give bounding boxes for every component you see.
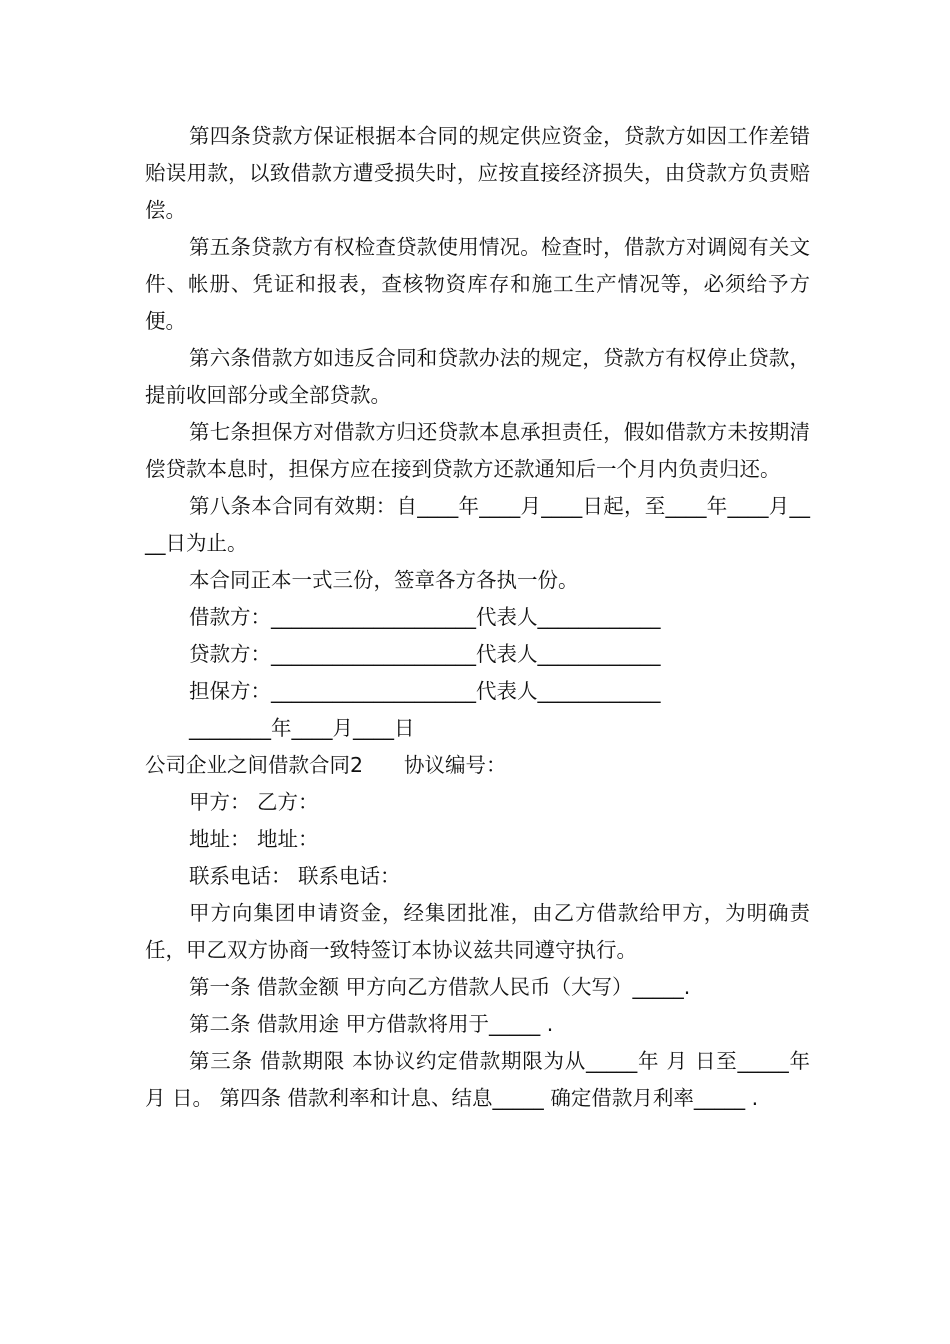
copies-statement: 本合同正本一式三份，签章各方各执一份。 (189, 568, 579, 592)
article-2-purpose: 第二条 借款用途 甲方借款将用于_____ . (189, 1012, 554, 1036)
guarantor-signature-line: 担保方：____________________代表人____________ (189, 679, 661, 703)
borrower-signature-line: 借款方：____________________代表人____________ (189, 605, 661, 629)
preamble-paragraph: 甲方向集团申请资金，经集团批准，由乙方借款给甲方，为明确责任，甲乙双方协商一致特签订本协议兹共同遵守执行。 (145, 901, 810, 962)
phone-line: 联系电话： 联系电话： (189, 864, 401, 888)
clause-8-validity-paragraph: 第八条本合同有效期：自____年____月____日起，至____年____月____日为止。 (145, 494, 810, 555)
article-1-amount: 第一条 借款金额 甲方向乙方借款人民币（大写）_____. (189, 975, 691, 999)
clause-6-paragraph: 第六条借款方如违反合同和贷款办法的规定，贷款方有权停止贷款，提前收回部分或全部贷款。 (145, 346, 810, 407)
lender-signature-line: 贷款方：____________________代表人____________ (189, 642, 661, 666)
clause-7-paragraph: 第七条担保方对借款方归还贷款本息承担责任，假如借款方未按期清偿贷款本息时，担保方应在接到贷款方还款通知后一个月内负责归还。 (145, 420, 810, 481)
contract-2-title: 公司企业之间借款合同2 协议编号： (145, 753, 507, 777)
clause-4-paragraph: 第四条贷款方保证根据本合同的规定供应资金，贷款方如因工作差错贻误用款，以致借款方遭受损失时，应按直接经济损失，由贷款方负责赔偿。 (145, 124, 810, 222)
document-page (145, 118, 810, 1117)
clause-5-paragraph: 第五条贷款方有权检查贷款使用情况。检查时，借款方对调阅有关文件、帐册、凭证和报表，查核物资库存和施工生产情况等，必须给予方便。 (145, 235, 810, 333)
article-3-4-term-interest: 第三条 借款期限 本协议约定借款期限为从_____年 月 日至_____年 月 日。 第四条 借款利率和计息、结息_____ 确定借款月利率_____ . (145, 1049, 810, 1110)
address-line: 地址： 地址： (189, 827, 319, 851)
date-line: ________年____月____日 (189, 716, 415, 740)
party-a-b-line: 甲方： 乙方： (189, 790, 319, 814)
